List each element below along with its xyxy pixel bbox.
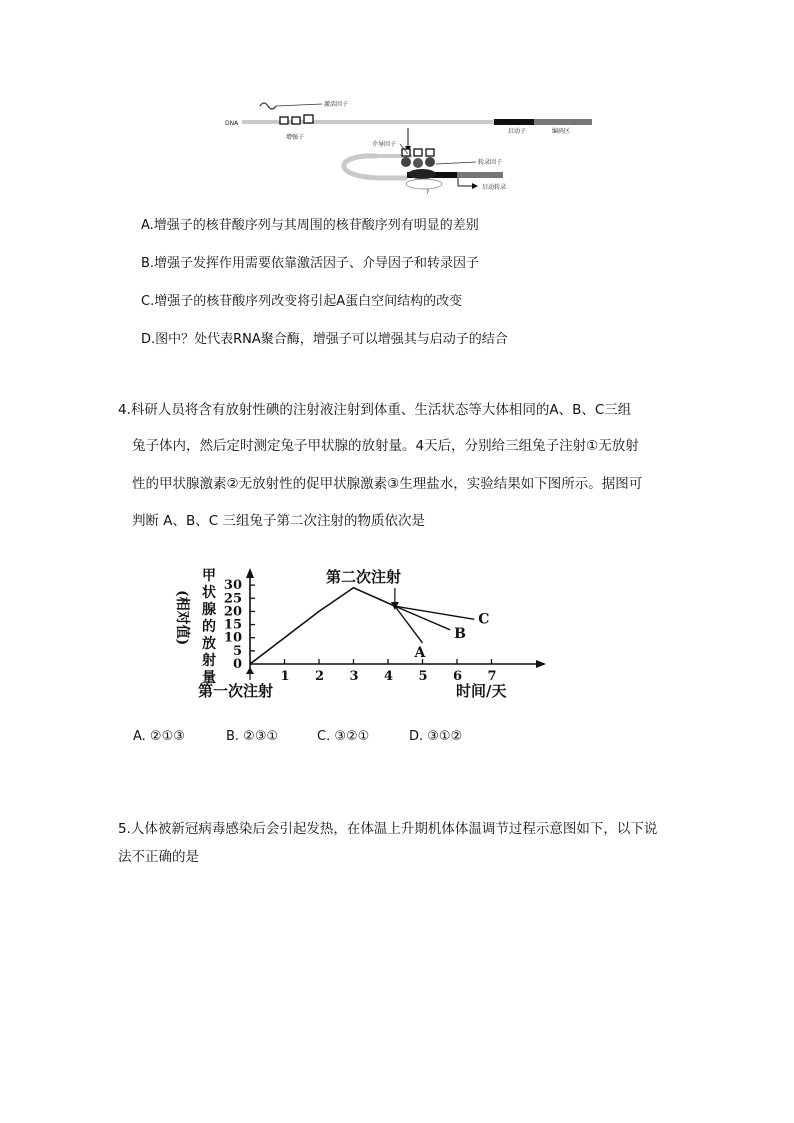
enhancer-diagram [222, 96, 602, 196]
dna-loop [344, 156, 407, 178]
coding-label: 编码区 [552, 128, 571, 135]
x-axis-label: 时间/天 [456, 682, 507, 700]
y-tick-label: 30 [223, 578, 242, 594]
y-label-char: 腺 [202, 602, 216, 618]
q4-answer-c: C. ③②① [317, 729, 370, 744]
series-line-c [395, 606, 474, 619]
cluster-enhancer-3 [426, 149, 434, 156]
activator-pointer [276, 104, 322, 106]
mediator-blob-2 [413, 158, 423, 168]
radioactivity-chart [150, 560, 550, 702]
y-axis-label [202, 568, 216, 686]
q4-answer-a: A. ②①③ [133, 729, 185, 744]
q4-line-1: 4.科研人员将含有放射性碘的注射液注射到体重、生活状态等大体相同的A、B、C三组 [118, 402, 632, 418]
x-axis-arrow [536, 660, 546, 668]
y-label-char: 量 [202, 670, 216, 686]
y-label-char: 放 [202, 636, 216, 652]
x-tick-label: 4 [384, 669, 394, 684]
question-mark: ? [426, 189, 430, 196]
loop-coding [457, 172, 503, 178]
promoter-label: 启动子 [508, 128, 527, 135]
q4-line-3: 性的甲状腺激素②无放射性的促甲状腺激素③生理盐水，实验结果如下图所示。据图可 [132, 476, 643, 492]
q3-option-b: B.增强子发挥作用需要依靠激活因子、介导因子和转录因子 [141, 256, 480, 271]
q5-line-1: 5.人体被新冠病毒感染后会引起发热，在体温上升期机体体温调节过程示意图如下，以下说 [118, 821, 658, 837]
activator-shape [260, 103, 276, 109]
y-tick-label: 0 [232, 657, 242, 672]
enhancer-box-2 [292, 117, 300, 124]
x-tick-label: 5 [418, 669, 428, 684]
mediator-blob-1 [401, 157, 411, 167]
start-tx-label: 启动转录 [482, 184, 507, 191]
y-tick-label: 15 [223, 617, 242, 633]
enhancer-box-1 [280, 117, 288, 124]
q4-answer-d: D. ③①② [409, 729, 463, 744]
series-rise-line [250, 588, 395, 664]
y-label-char: 的 [202, 619, 216, 635]
polymerase-outline [406, 179, 442, 189]
first-injection-label: 第一次注射 [198, 682, 274, 700]
y-tick-label: 10 [223, 630, 242, 646]
x-tick-label: 3 [349, 669, 359, 684]
x-tick-label: 1 [280, 669, 290, 684]
y-axis-arrow [246, 568, 254, 578]
q4-line-2: 兔子体内，然后定时测定兔子甲状腺的放射量。4天后，分别给三组兔子注射①无放射 [132, 438, 639, 454]
tf-pointer [436, 162, 476, 164]
q3-option-a: A.增强子的核苷酸序列与其周围的核苷酸序列有明显的差别 [141, 218, 479, 233]
dna-label: DNA [225, 120, 239, 127]
q4-answer-b: B. ②③① [226, 729, 279, 744]
series-label-c: C [478, 611, 490, 628]
promoter-region [494, 119, 534, 125]
y-label-char: 甲 [202, 568, 216, 584]
series-label-b: B [454, 625, 466, 642]
transcription-factor-blob [408, 169, 436, 179]
enhancer-label: 增强子 [286, 134, 305, 141]
series-label-a: A [414, 644, 426, 661]
first-injection-arrowhead [246, 667, 254, 674]
enhancer-box-3 [304, 115, 313, 123]
y-axis-title [174, 568, 216, 686]
y-tick-label: 5 [232, 643, 242, 659]
cluster-enhancer-2 [414, 149, 422, 156]
y-tick-label: 20 [223, 604, 242, 620]
q3-option-c: C.增强子的核苷酸序列改变将引起A蛋白空间结构的改变 [141, 294, 463, 309]
activator-label: 激活因子 [324, 101, 349, 108]
q3-option-d: D.图中？处代表RNA聚合酶，增强子可以增强其与启动子的结合 [141, 332, 508, 347]
tf-label: 转录因子 [478, 159, 503, 166]
q4-line-4: 判断 A、B、C 三组兔子第二次注射的物质依次是 [132, 513, 426, 529]
x-tick-label: 7 [487, 669, 497, 684]
x-tick-label: 2 [315, 669, 325, 684]
x-tick-label: 6 [453, 669, 463, 684]
tx-start-arrowhead [472, 183, 478, 189]
second-injection-label: 第二次注射 [326, 568, 402, 586]
mediator-label: 介导因子 [372, 141, 397, 148]
y-label-char: 射 [202, 653, 216, 669]
cluster-enhancer-1 [402, 149, 410, 156]
mediator-blob-3 [425, 157, 435, 167]
q5-line-2: 法不正确的是 [118, 849, 199, 865]
coding-region [534, 119, 592, 125]
y-label-char: 状 [202, 585, 216, 601]
y-tick-label: 25 [223, 591, 242, 607]
y-axis-sublabel: (相对值) [174, 590, 190, 646]
